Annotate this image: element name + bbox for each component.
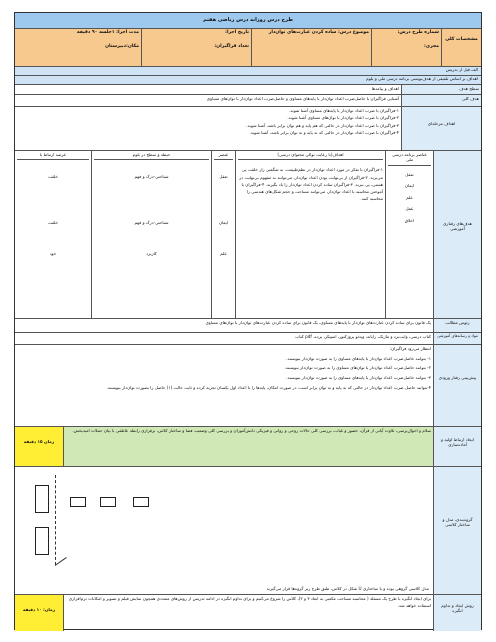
row-bloom: شناختی-درک و فهم xyxy=(134,174,169,180)
entry-item: ۴-بتوانند حاصل ضرب اعداد توان‌دار در حالتی که نه پایه و نه توان برابر است، در صورت امکان، پایه‌ها را با اعداد اول یکسان تجربه کرده و ثابت حالت (۱) حاصل را بصورت توان‌دار بنویسند. xyxy=(106,384,431,390)
motivation-label: روش ایجاد و تداوم انگیزه xyxy=(433,595,481,631)
duration-info xyxy=(15,29,141,66)
group-desk xyxy=(100,497,116,507)
section-a: الف قبل از تدریس xyxy=(15,67,481,76)
plan-number: شماره طرح درس: xyxy=(397,30,439,35)
behavior-goals-row xyxy=(15,151,481,319)
behavior-label: هدف‌های رفتاری آموزشی xyxy=(433,151,481,318)
scope-col xyxy=(15,151,91,318)
place: مکان:دبیرستان xyxy=(105,43,139,49)
grouping-label: گروه‌بندی، مدل و ساختار کلاسی xyxy=(433,467,481,594)
general-goal: آشنایی فراگیران با حاصل‌ضرب اعداد توان‌دار با پایه‌های مساوی و حاصل‌ضرب اعداد توان‌دار با توان‌های مساوی xyxy=(206,96,399,101)
door-line xyxy=(55,557,67,566)
row-bloom: کاربرد xyxy=(146,251,157,257)
goals-header: اهداف(با رعایت توالی محتوای درسی) xyxy=(238,152,383,160)
row-element: تعقل xyxy=(219,174,228,180)
motivation-time: زمان: ۱۰ دقیقه xyxy=(15,595,63,631)
national-element: تعقل xyxy=(405,171,414,177)
specs-label: مشخصات کلی xyxy=(441,29,481,66)
row-scope: خود xyxy=(49,251,57,257)
section-a-goal: اهداف بر اساس تلفیقی از هدف‌نویسی برنامه درسی ملی و بلوم xyxy=(15,76,481,85)
grouping-row xyxy=(15,467,481,595)
media-label: مواد و رسانه‌های آموزشی xyxy=(433,333,481,344)
group-desk xyxy=(70,497,86,507)
headings-row xyxy=(15,319,481,333)
stage-goals-list xyxy=(15,107,401,150)
headings-label: رئوس مطالب xyxy=(433,319,481,332)
stage-goal: ۲-فراگیران با ضرب اعداد توان‌دار با توان‌های مساوی آشنا شوند. xyxy=(287,115,399,121)
relation-time: زمان ۱۵ دقیقه xyxy=(15,427,63,466)
element-header: عنصر xyxy=(214,152,233,160)
stage-goal: ۱-فراگیران با ضرب اعداد توان‌دار با پایه‌های مساوی آشنا شوند. xyxy=(289,108,399,113)
entry-behavior-row xyxy=(15,345,481,427)
national-element: علم xyxy=(406,194,413,200)
headings-value: یک قانون برای ساده کردن عبارت‌های توان‌دار با پایه‌های مساوی، یک قانون برای ساده کردن عبارت‌های توان‌دار با توان‌های مساوی xyxy=(205,320,431,325)
motivation-value: برای ایجاد انگیزه با طرح یک مسئله ( محاسبه مساحت مکعبی به ابعاد ۳ و ۲)، کلاس را شروع می‌کنیم و برای تداوم انگیزه در ادامه تدریس از روش‌های متعددی همچون نمایش فیلم و تصویر و امکانات نرم‌افزاری استفاده خواهد شد. xyxy=(63,595,433,631)
scope-header: عرصه ارتباط با xyxy=(17,152,89,160)
relation-value: سلام و احوال‌پرسی، تلاوت آیاتی از قرآن، حضور و غیاب، بررسی کلی حالات روحی و روانی و فیزیکی دانش‌آموزان و بررسی کلی وضعیت فضا و ساختار کلاس، برقراری رابطه عاطفی با بیان جملات امیدبخش. xyxy=(63,427,433,466)
stage-goals-row xyxy=(15,107,481,151)
row-scope: خلقت xyxy=(47,174,59,180)
group-desk xyxy=(35,485,49,513)
stage-goals-label: اهداف مرحله‌ای xyxy=(401,107,481,150)
goal-level-row xyxy=(15,85,481,95)
lesson-plan-table xyxy=(14,12,482,630)
row-bloom: شناختی-درک و فهم xyxy=(134,219,169,225)
media-value: کتاب درسی، وایت‌برد و ماژیک، رایانه، ویدئو پروژکتور، اسپیکر، پرده، pdf کتاب xyxy=(295,334,431,339)
group-desk xyxy=(35,527,49,555)
stage-goal: ۳-فراگیران با ضرب اعداد توان‌دار در حالتی که هم پایه و هم توان برابر باشد، آشنا شوند. xyxy=(246,122,399,128)
motivation-row xyxy=(15,595,481,631)
grouping-diagram-area xyxy=(15,467,433,594)
national-element: عمل xyxy=(405,206,414,212)
general-goal-row xyxy=(15,95,481,107)
plan-info xyxy=(371,29,441,66)
bloom-col xyxy=(91,151,211,318)
group-desk xyxy=(133,497,149,507)
executor: مجری: xyxy=(423,43,439,49)
media-row xyxy=(15,333,481,345)
relation-label: ایجاد ارتباط اولیه و آماده‌سازی xyxy=(433,427,481,466)
national-elements-header: عناصر برنامه درسی ملی xyxy=(388,152,431,166)
entry-label: پیش‌بینی رفتار ورودی xyxy=(433,345,481,426)
national-element: اخلاق xyxy=(404,217,415,223)
national-element: ایمان xyxy=(404,183,415,189)
aisle-line xyxy=(55,475,56,565)
entry-item: ۲- بتوانند حاصل‌ضرب اعداد توان‌دار با توان‌های مساوی را به صورت توان‌دار بنویسند. xyxy=(284,365,431,371)
entry-value xyxy=(15,345,433,426)
row-element: علم xyxy=(220,251,227,257)
row-scope: خلقت xyxy=(47,219,59,225)
behavior-goals-col xyxy=(235,151,385,318)
bloom-header: حیطه و سطح در بلوم xyxy=(94,152,209,160)
relation-row xyxy=(15,427,481,467)
element-col xyxy=(211,151,235,318)
goal-level-value: اهداف و پیامدها xyxy=(371,86,399,91)
header-row xyxy=(15,29,481,67)
row-element: ایمان xyxy=(218,219,229,225)
national-elements-col xyxy=(385,151,433,318)
date-info xyxy=(141,29,251,66)
duration: مدت اجرا: ۱جلسه ۹۰ دقیقه xyxy=(76,30,139,35)
goal-level-label: سطح هدف xyxy=(401,85,481,94)
date: تاریخ اجرا: xyxy=(225,30,249,35)
grouping-value: مدل کلاسی گروهی بوده و با ساختاری U شکل در کلاس، طبق طرح زیر گروه‌ها قرار می‌گیرند xyxy=(266,585,429,591)
entry-item: ۳- بتوانند حاصل‌ضرب اعداد توان‌دار با پایه‌های مساوی را به صورت توان‌دار بنویسند. xyxy=(286,375,431,381)
learners-count: تعداد فراگیران: xyxy=(214,43,249,49)
stage-goal: ۴-فراگیران با ضرب اعداد توان‌دار در حالتی که نه پایه و نه توان برابر باشد، آشنا شوند. xyxy=(249,130,399,136)
topic: موضوع درس: ساده کردن عبارت‌های توان‌دار xyxy=(251,29,371,66)
behavior-goals-text: ۱-فراگیران با تفکر در مورد اعداد توان‌دار در نظم‌طبیعت، به شگفتی راز خلقت پی می‌برند. ۲-فراگیران از بی‌نهایت بودن اعداد توان‌دار، می‌توانند به مفهوم بی‌نهایت در هستی، پی ببرند. ۳-فراگیران ساده کردن اعداد توان‌دار را یاد بگیرند. ۴-فراگیران با آموختن محاسبه با اعداد توان‌دار، می‌توانند مساحت و حجم شکل‌های هندسی را محاسبه کنند. xyxy=(239,167,383,202)
general-goal-label: هدف کلی xyxy=(401,95,481,106)
entry-item: ۱- بتوانند حاصل‌ضرب اعداد توان‌دار با پایه‌های مساوی را به صورت توان‌دار بنویسند. xyxy=(286,355,431,361)
page-title: طرح درس روزانه درس ریاضی هفتم xyxy=(15,13,481,29)
entry-intro: انتظار می‌رود فراگیران: xyxy=(389,346,431,351)
